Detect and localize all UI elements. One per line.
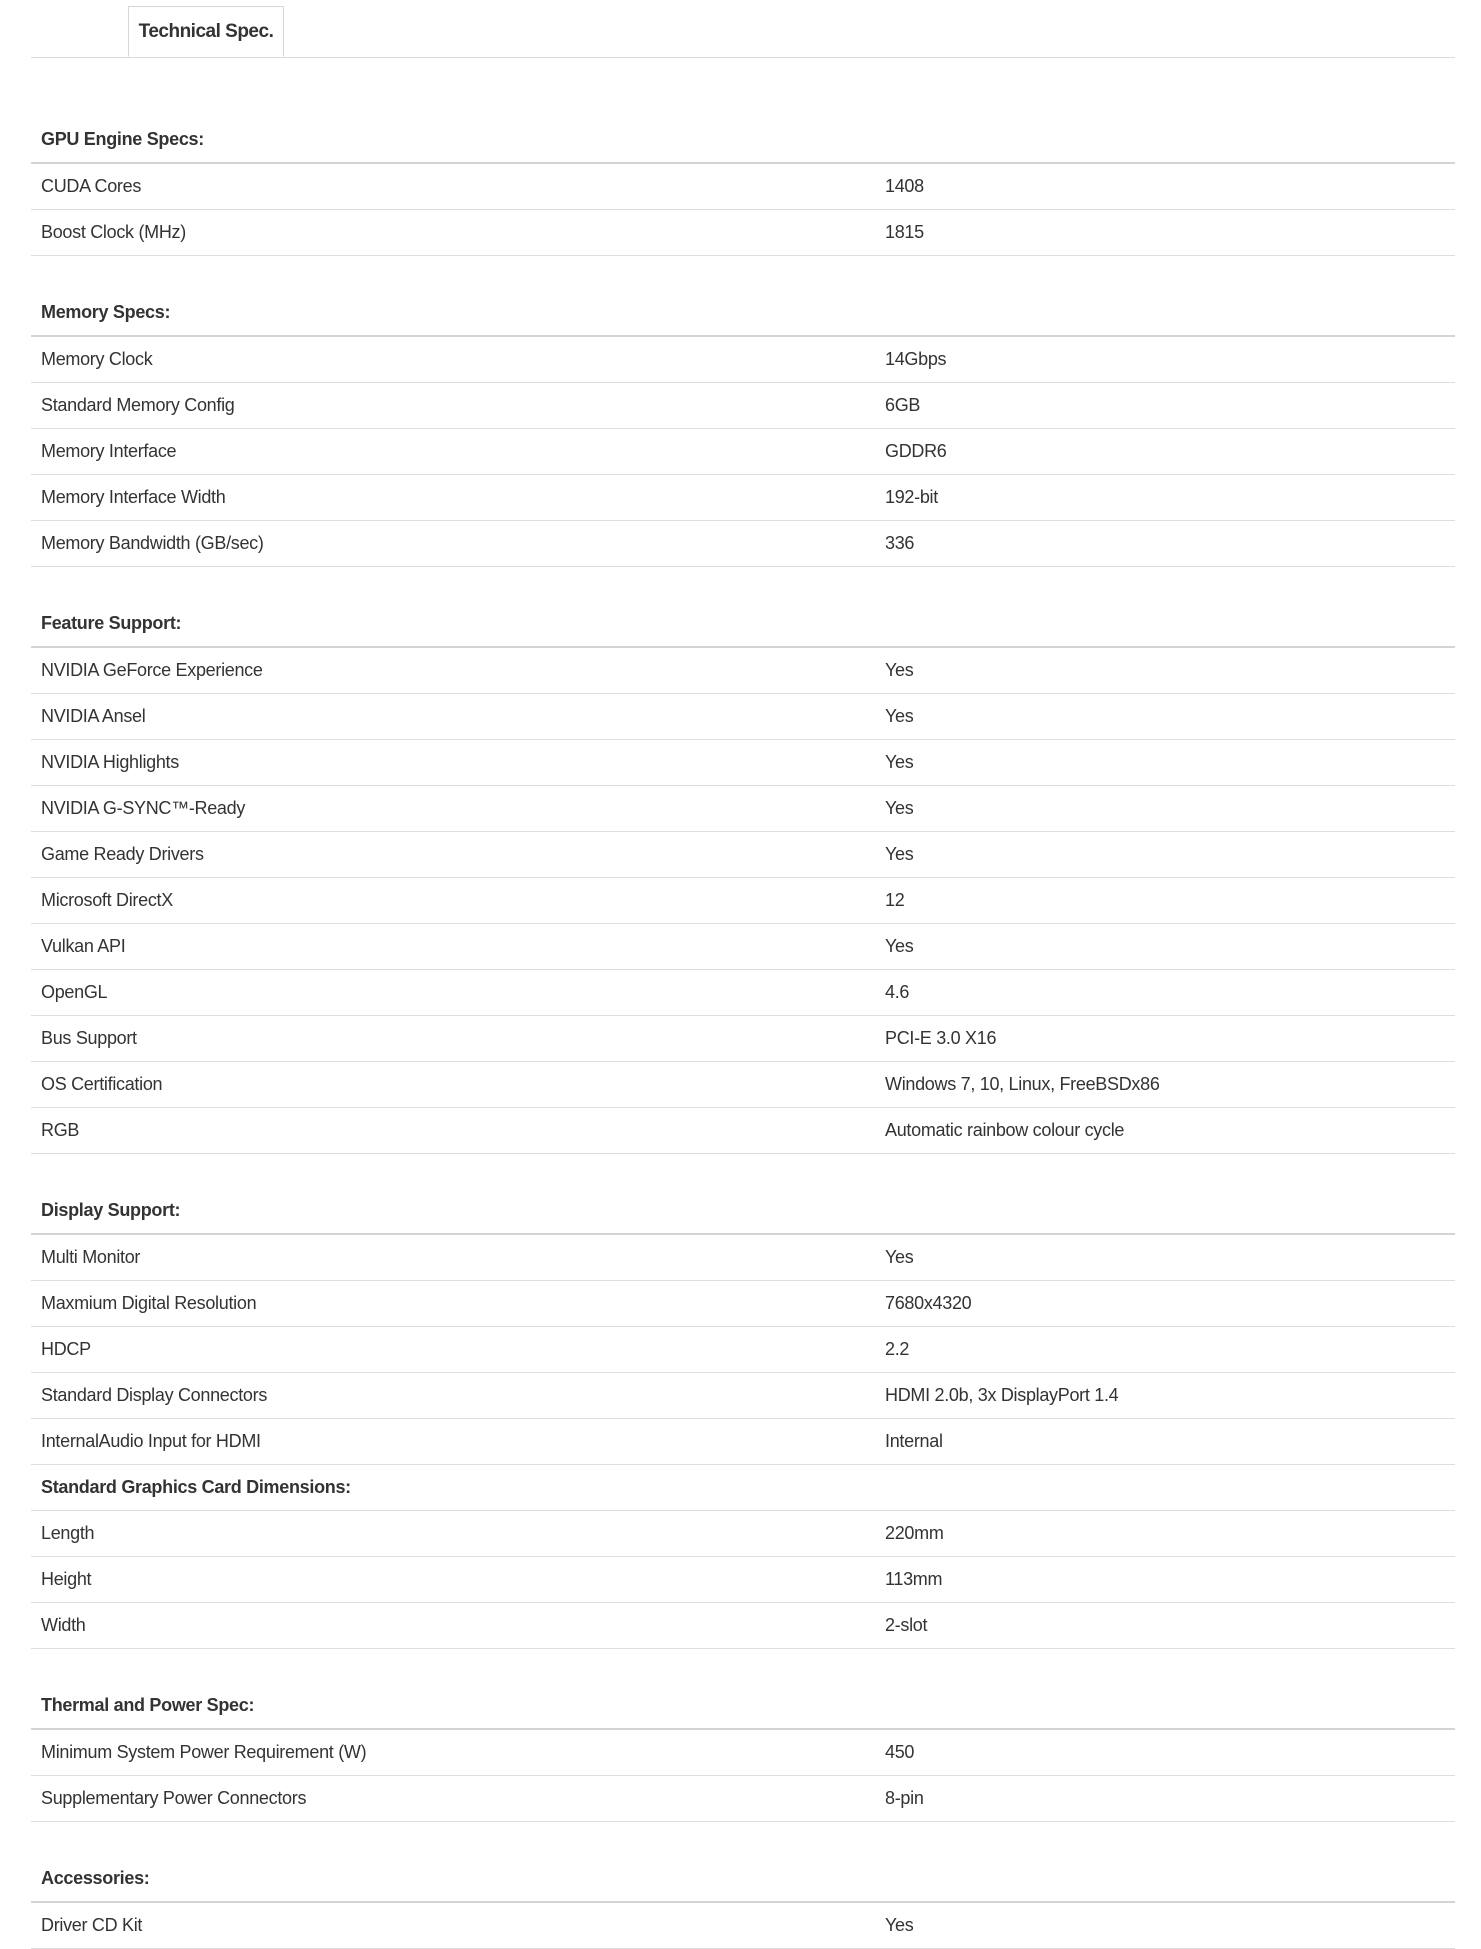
- spec-label: Microsoft DirectX: [41, 890, 173, 910]
- section-title-display-support: Display Support:: [31, 1188, 1455, 1235]
- spec-row: [31, 970, 1455, 1016]
- spec-row: [31, 164, 1455, 210]
- spec-row: [31, 429, 1455, 475]
- spec-label: Memory Interface Width: [41, 487, 226, 507]
- spec-row: [31, 1235, 1455, 1281]
- spec-label: InternalAudio Input for HDMI: [41, 1431, 261, 1451]
- spec-row: [31, 383, 1455, 429]
- spec-row: [31, 1327, 1455, 1373]
- section-title-card-dimensions: [31, 1465, 1455, 1511]
- tab-bar: [31, 0, 1455, 58]
- spec-label: Maxmium Digital Resolution: [41, 1293, 257, 1313]
- spec-value: 7680x4320: [885, 1293, 972, 1313]
- spec-value: Yes: [885, 752, 914, 772]
- spec-value: 14Gbps: [885, 349, 947, 369]
- spec-label: Game Ready Drivers: [41, 844, 204, 864]
- section-title-label: Standard Graphics Card Dimensions:: [41, 1477, 351, 1497]
- section-title-gpu-engine: GPU Engine Specs:: [31, 117, 1455, 164]
- spec-label: Memory Bandwidth (GB/sec): [41, 533, 264, 553]
- spec-value: PCI-E 3.0 X16: [885, 1028, 997, 1048]
- spec-value: Yes: [885, 1915, 914, 1935]
- spec-row: [31, 475, 1455, 521]
- spec-label: Supplementary Power Connectors: [41, 1788, 307, 1808]
- spec-value: Yes: [885, 1247, 914, 1267]
- spec-label: RGB: [41, 1120, 80, 1140]
- spec-label: OpenGL: [41, 982, 108, 1002]
- spec-row: [31, 648, 1455, 694]
- spec-row: [31, 1730, 1455, 1776]
- spec-label: Boost Clock (MHz): [41, 222, 186, 242]
- spec-value: 2.2: [885, 1339, 910, 1359]
- spec-value: 4.6: [885, 982, 910, 1002]
- spec-label: CUDA Cores: [41, 176, 142, 196]
- spec-label: Minimum System Power Requirement (W): [41, 1742, 367, 1762]
- spec-label: Driver CD Kit: [41, 1915, 143, 1935]
- tab-technical-spec[interactable]: Technical Spec.: [128, 6, 284, 57]
- spec-label: NVIDIA G-SYNC™-Ready: [41, 798, 246, 818]
- spec-value: HDMI 2.0b, 3x DisplayPort 1.4: [885, 1385, 1119, 1405]
- spec-label: NVIDIA Ansel: [41, 706, 146, 726]
- spec-row: [31, 1062, 1455, 1108]
- spec-label: Multi Monitor: [41, 1247, 141, 1267]
- spec-row: [31, 1903, 1455, 1949]
- spec-label: NVIDIA Highlights: [41, 752, 179, 772]
- spec-row: [31, 740, 1455, 786]
- spec-value: Windows 7, 10, Linux, FreeBSDx86: [885, 1074, 1160, 1094]
- spec-label: Standard Display Connectors: [41, 1385, 268, 1405]
- spec-row: [31, 1373, 1455, 1419]
- spec-value: Automatic rainbow colour cycle: [885, 1120, 1125, 1140]
- spec-value: 2-slot: [885, 1615, 928, 1635]
- spec-label: Standard Memory Config: [41, 395, 235, 415]
- spec-row: [31, 1281, 1455, 1327]
- spec-row: [31, 210, 1455, 256]
- spec-value: 8-pin: [885, 1788, 924, 1808]
- spec-row: [31, 786, 1455, 832]
- spec-value: Yes: [885, 798, 914, 818]
- section-title-accessories: Accessories:: [31, 1856, 1455, 1903]
- spec-row: [31, 1016, 1455, 1062]
- spec-row: [31, 1776, 1455, 1822]
- spec-label: Bus Support: [41, 1028, 137, 1048]
- spec-value: 12: [885, 890, 905, 910]
- spec-label: Height: [41, 1569, 92, 1589]
- section-title-thermal-power: Thermal and Power Spec:: [31, 1683, 1455, 1730]
- spec-label: Length: [41, 1523, 95, 1543]
- spec-value: GDDR6: [885, 441, 947, 461]
- spec-value: Yes: [885, 936, 914, 956]
- spec-value: Yes: [885, 660, 914, 680]
- spec-row: [31, 878, 1455, 924]
- spec-label: Vulkan API: [41, 936, 126, 956]
- section-title-memory: Memory Specs:: [31, 290, 1455, 337]
- spec-value: 336: [885, 533, 915, 553]
- spec-row: [31, 1603, 1455, 1649]
- spec-value: Yes: [885, 706, 914, 726]
- spec-row: [31, 1511, 1455, 1557]
- spec-label: HDCP: [41, 1339, 91, 1359]
- spec-value: 450: [885, 1742, 915, 1762]
- spec-row: [31, 832, 1455, 878]
- spec-value: 113mm: [885, 1569, 943, 1589]
- section-title-feature-support: Feature Support:: [31, 601, 1455, 648]
- spec-row: [31, 521, 1455, 567]
- spec-value: Internal: [885, 1431, 943, 1451]
- spec-row: [31, 694, 1455, 740]
- spec-label: OS Certification: [41, 1074, 163, 1094]
- spec-row: [31, 337, 1455, 383]
- spec-value: 6GB: [885, 395, 921, 415]
- spec-value: 1408: [885, 176, 924, 196]
- spec-label: Memory Clock: [41, 349, 153, 369]
- spec-value: 1815: [885, 222, 924, 242]
- spec-label: Width: [41, 1615, 86, 1635]
- spec-label: NVIDIA GeForce Experience: [41, 660, 263, 680]
- spec-value: 192-bit: [885, 487, 938, 507]
- spec-row: [31, 1419, 1455, 1465]
- spec-value: Yes: [885, 844, 914, 864]
- spec-row: [31, 1557, 1455, 1603]
- spec-table: [31, 57, 1455, 1949]
- spec-value: 220mm: [885, 1523, 944, 1543]
- spec-row: [31, 924, 1455, 970]
- spec-row: [31, 1108, 1455, 1154]
- spec-label: Memory Interface: [41, 441, 177, 461]
